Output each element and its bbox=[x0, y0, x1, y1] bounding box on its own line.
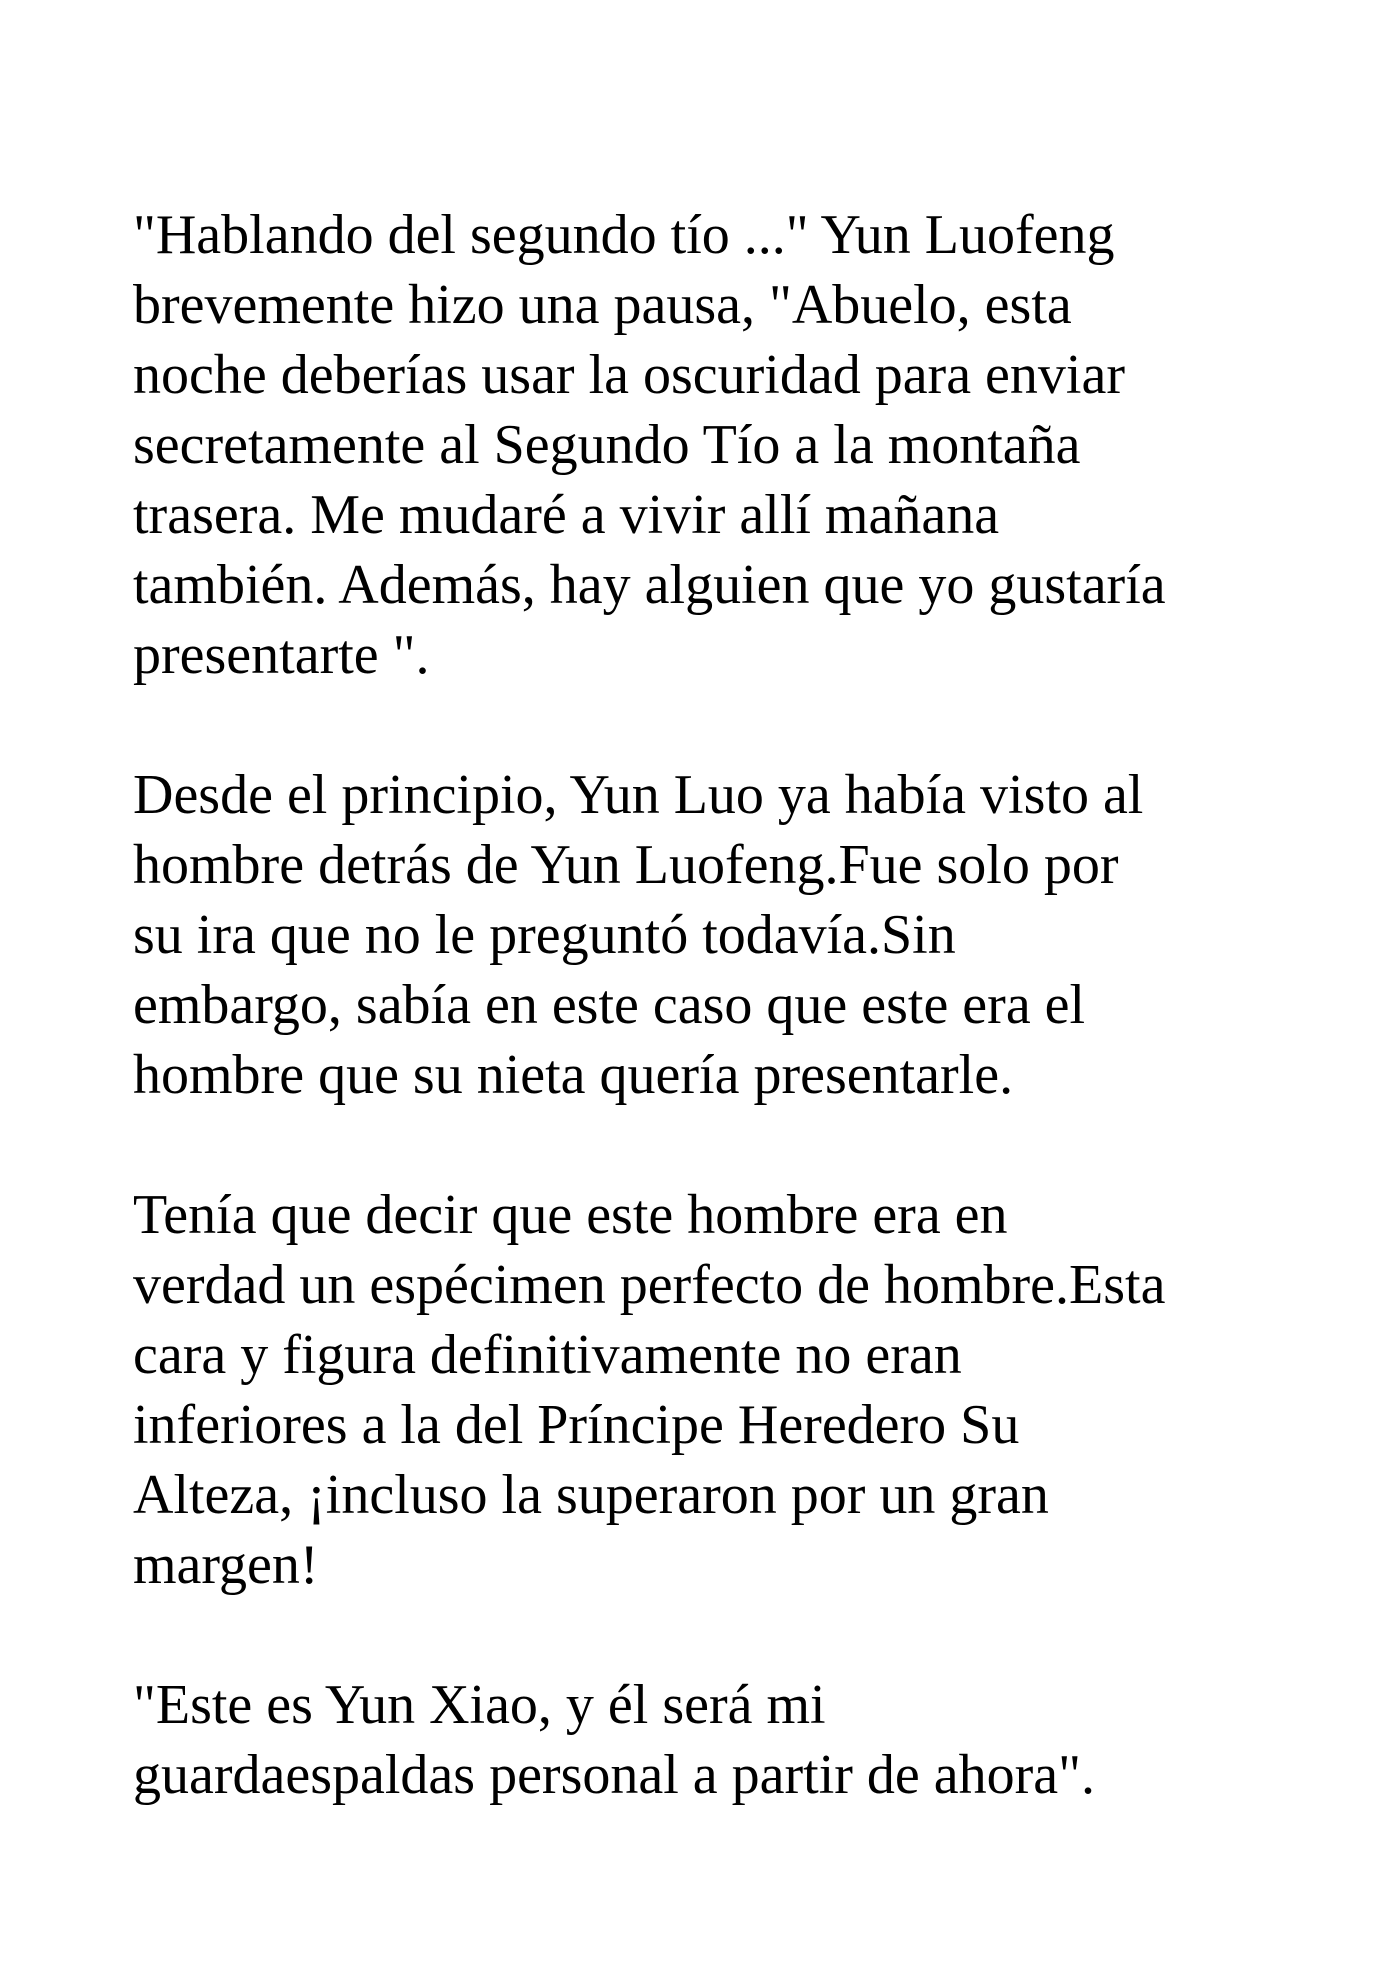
text-line: Desde el principio, Yun Luo ya había visto al bbox=[133, 764, 1144, 826]
paragraph bbox=[133, 200, 1333, 690]
document-body bbox=[133, 200, 1333, 1880]
text-line: su ira que no le preguntó todavía.Sin bbox=[133, 904, 956, 966]
paragraph bbox=[133, 1180, 1333, 1600]
text-line: presentarte ". bbox=[133, 624, 430, 686]
text-line: brevemente hizo una pausa, "Abuelo, esta bbox=[133, 274, 1072, 336]
text-line: verdad un espécimen perfecto de hombre.Esta bbox=[133, 1254, 1166, 1316]
text-line: Tenía que decir que este hombre era en bbox=[133, 1184, 1008, 1246]
text-line: hombre que su nieta quería presentarle. bbox=[133, 1044, 1014, 1106]
text-line: "Este es Yun Xiao, y él será mi bbox=[133, 1674, 826, 1736]
paragraph bbox=[133, 760, 1333, 1110]
text-line: trasera. Me mudaré a vivir allí mañana bbox=[133, 484, 1000, 546]
text-line: secretamente al Segundo Tío a la montaña bbox=[133, 414, 1081, 476]
text-line: noche deberías usar la oscuridad para enviar bbox=[133, 344, 1125, 406]
text-line: embargo, sabía en este caso que este era el bbox=[133, 974, 1086, 1036]
text-line: margen! bbox=[133, 1534, 319, 1596]
text-line: hombre detrás de Yun Luofeng.Fue solo por bbox=[133, 834, 1119, 896]
text-line: inferiores a la del Príncipe Heredero Su bbox=[133, 1394, 1020, 1456]
text-line: guardaespaldas personal a partir de ahora". bbox=[133, 1744, 1095, 1806]
text-line: "Hablando del segundo tío ..." Yun Luofeng bbox=[133, 204, 1115, 266]
text-line: cara y figura definitivamente no eran bbox=[133, 1324, 962, 1386]
text-line: también. Además, hay alguien que yo gustaría bbox=[133, 554, 1166, 616]
text-line: Alteza, ¡incluso la superaron por un gran bbox=[133, 1464, 1049, 1526]
paragraph bbox=[133, 1670, 1333, 1810]
